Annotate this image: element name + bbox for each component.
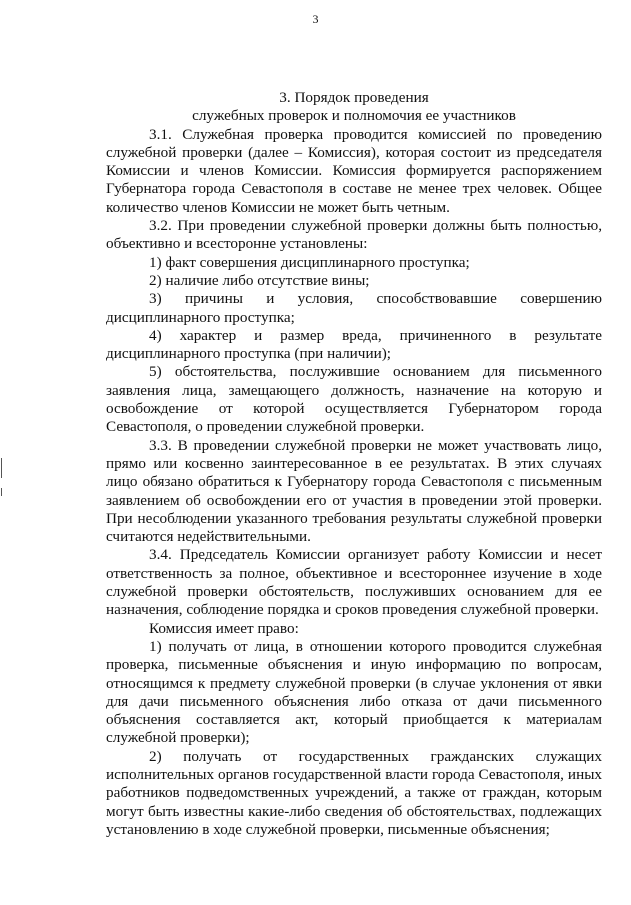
list-item: 5) обстоятельства, послужившие основанием для письменного заявления лица, замещающего должность, назначение на которую и освобождение от которой осуществляется Губернатором города Севастополя, о проведении служебной проверки. <box>106 363 602 436</box>
scan-edge-mark <box>1 458 2 478</box>
paragraph-3-3: 3.3. В проведении служебной проверки не может участвовать лицо, прямо или косвенно заинтересованное в ее результатах. В этих случаях лицо обязано обратиться к Губернатору города Севастополя с письменным заявлением об освобождении его от участия в проведении этой проверки. При несоблюдении указанного требования результаты служебной проверки считаются недействительными. <box>106 436 602 546</box>
scan-edge-mark <box>1 488 2 496</box>
page-number: 3 <box>312 12 319 26</box>
commission-rights-intro: Комиссия имеет право: <box>149 619 299 637</box>
document-body <box>106 71 602 839</box>
section-heading: 3. Порядок проведения <box>279 89 429 106</box>
paragraph-3-4: 3.4. Председатель Комиссии организует работу Комиссии и несет ответственность за полное, объективное и всестороннее изучение в ходе служебной проверки обстоятельств, послуживших основанием для ее назначения, соблюдение порядка и сроков проведения служебной проверки. <box>106 546 602 619</box>
section-subheading: служебных проверок и полномочия ее участников <box>192 107 516 125</box>
list-item: 2) получать от государственных гражданских служащих исполнительных органов государственной власти города Севастополя, иных работников подведомственных учреждений, а также от граждан, которым могут быть известны какие-либо сведения об обстоятельствах, подлежащих установлению в ходе служебной проверки, письменные объяснения; <box>106 747 602 838</box>
list-item: 4) характер и размер вреда, причиненного в результате дисциплинарного проступка (при наличии); <box>106 326 602 363</box>
list-item: 2) наличие либо отсутствие вины; <box>149 271 370 289</box>
paragraph-3-1: 3.1. Служебная проверка проводится комиссией по проведению служебной проверки (далее – Комиссия), которая состоит из председателя Комиссии и членов Комиссии. Комиссия формируется распоряжением Губернатора города Севастополя в составе не менее трех человек. Общее количество членов Комиссии не может быть четным. <box>106 125 602 216</box>
paragraph-3-2: 3.2. При проведении служебной проверки должны быть полностью, объективно и всесторонне установлены: <box>106 217 602 253</box>
list-item: 3) причины и условия, способствовавшие совершению дисциплинарного проступка; <box>106 290 602 326</box>
list-item: 1) факт совершения дисциплинарного проступка; <box>149 253 470 271</box>
list-item: 1) получать от лица, в отношении которого проводится служебная проверка, письменные объяснения и иную информацию по вопросам, относящимся к предмету служебной проверки (в случае уклонения от явки для дачи письменного объяснения либо отказа от дачи письменного объяснения составляется акт, который приобщается к материалам служебной проверки); <box>106 637 602 747</box>
